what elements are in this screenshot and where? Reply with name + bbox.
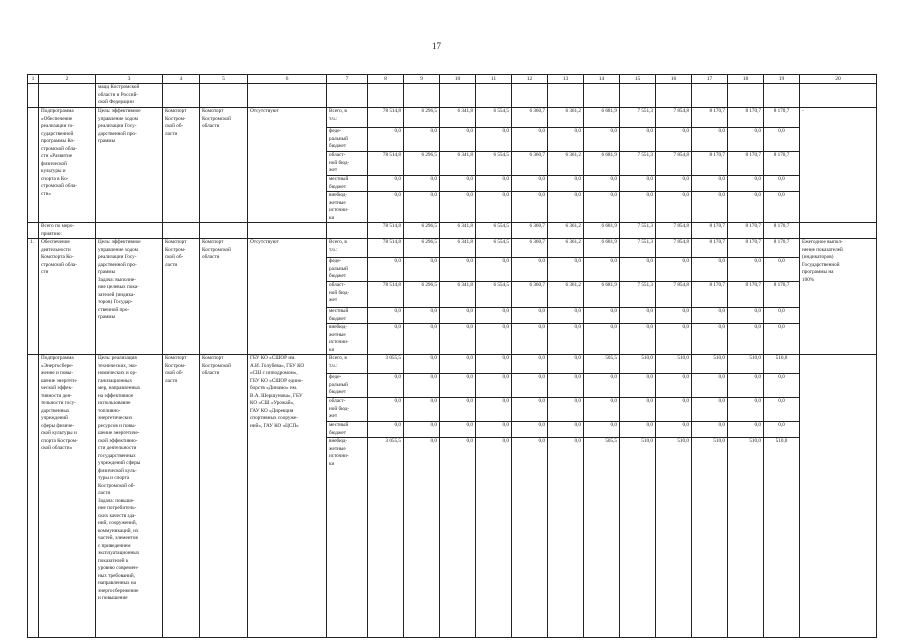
amount-cell: 505,5 (584, 355, 620, 374)
amount-cell: 6 361,2 (548, 152, 584, 176)
amount-cell: 0,0 (368, 308, 404, 324)
amount-cell: 6 554,5 (476, 223, 512, 239)
amount-cell: 6 361,2 (548, 239, 584, 258)
row-index: 1. (28, 239, 39, 355)
amount-cell: 0,0 (404, 374, 440, 398)
empty-cell (404, 84, 440, 108)
amount-cell: 0,0 (512, 438, 548, 638)
empty-cell (96, 223, 163, 239)
funding-source: местный бюджет (327, 308, 368, 324)
amount-cell: 0,0 (728, 422, 764, 438)
amount-cell: 0,0 (476, 128, 512, 152)
amount-cell: 6 296,5 (404, 223, 440, 239)
amount-cell: 0,0 (764, 308, 800, 324)
amount-cell: 78 514,8 (368, 152, 404, 176)
empty-cell (248, 223, 327, 239)
amount-cell: 8 170,7 (692, 282, 728, 308)
amount-cell: 0,0 (548, 128, 584, 152)
amount-cell: 0,0 (368, 324, 404, 355)
amount-cell: 0,0 (512, 192, 548, 223)
amount-cell: 0,0 (764, 374, 800, 398)
expected-result: - (800, 108, 877, 223)
empty-cell (163, 223, 200, 239)
amount-cell: 0,0 (476, 258, 512, 282)
amount-cell: 0,0 (548, 176, 584, 192)
amount-cell: 0,0 (764, 176, 800, 192)
amount-cell: 6 360,7 (512, 108, 548, 128)
amount-cell: 0,0 (548, 308, 584, 324)
amount-cell: 510,0 (620, 438, 656, 638)
amount-cell: 510,0 (692, 438, 728, 638)
amount-cell: 6 361,2 (548, 223, 584, 239)
amount-cell: 7 854,8 (656, 239, 692, 258)
amount-cell: 0,0 (584, 308, 620, 324)
funding-source: местный бюджет (327, 422, 368, 438)
column-number: 12 (512, 75, 548, 84)
amount-cell: 8 170,7 (728, 223, 764, 239)
column-number: 5 (200, 75, 248, 84)
amount-cell: 7 854,8 (656, 282, 692, 308)
amount-cell: 6 554,5 (476, 152, 512, 176)
amount-cell: 0,0 (512, 398, 548, 422)
amount-cell: 0,0 (692, 128, 728, 152)
amount-cell: 8 170,7 (764, 282, 800, 308)
amount-cell: 0,0 (692, 308, 728, 324)
funding-source: феде- ральный бюджет (327, 128, 368, 152)
amount-cell: 0,0 (368, 192, 404, 223)
amount-cell: 7 551,3 (620, 152, 656, 176)
header-row (28, 75, 877, 84)
amount-cell: 0,0 (512, 324, 548, 355)
goal-task: Цель: реализация технических, эко- номических и ор- ганизационных мер, направленных на эффективное использование топливно- энергетических ресурсов и повы- шение энергетиче- ской эффективно- сти деятельности государственных учреждений сферы физической куль- туры и спорта Костромской об- ласти Задача: повыше- ние потребитель- ских качеств зда- ний, сооружений, коммуникаций, их частей, элементов с приведением эксплуатационных показателей к уровню современ- ных требований, направленных на энергосбережение и повышение (96, 355, 163, 638)
amount-cell: 0,0 (728, 324, 764, 355)
amount-cell: 0,0 (404, 192, 440, 223)
amount-cell: 6 296,5 (404, 152, 440, 176)
amount-cell: 0,0 (728, 192, 764, 223)
amount-cell: 8 170,7 (728, 239, 764, 258)
empty-cell (476, 84, 512, 108)
funding-source: феде- ральный бюджет (327, 258, 368, 282)
amount-cell: 0,0 (620, 128, 656, 152)
amount-cell: 0,0 (764, 258, 800, 282)
amount-cell: 0,0 (476, 422, 512, 438)
amount-cell: 510,0 (764, 438, 800, 638)
amount-cell: 0,0 (584, 374, 620, 398)
amount-cell: 0,0 (548, 324, 584, 355)
amount-cell: 0,0 (620, 374, 656, 398)
amount-cell: 0,0 (440, 422, 476, 438)
amount-cell: 0,0 (692, 192, 728, 223)
empty-cell (39, 84, 96, 108)
amount-cell: 510,0 (656, 438, 692, 638)
funding-source: Всего, в т.ч.: (327, 239, 368, 258)
amount-cell: 78 514,8 (368, 223, 404, 239)
amount-cell: 8 170,7 (692, 108, 728, 128)
amount-cell: 0,0 (584, 422, 620, 438)
amount-cell: 6 681,9 (584, 223, 620, 239)
amount-cell: 78 514,8 (368, 282, 404, 308)
amount-cell: 0,0 (728, 176, 764, 192)
amount-cell: 0,0 (728, 374, 764, 398)
amount-cell: 6 341,8 (440, 282, 476, 308)
amount-cell: 0,0 (620, 176, 656, 192)
executor: Комспорт Костром- ской об- ласти (163, 108, 200, 223)
amount-cell: 0,0 (404, 398, 440, 422)
amount-cell: 0,0 (440, 176, 476, 192)
column-number: 17 (692, 75, 728, 84)
amount-cell: 0,0 (368, 398, 404, 422)
amount-cell: 0,0 (548, 355, 584, 374)
column-number: 15 (620, 75, 656, 84)
funding-source: област- ной бюд- жет (327, 282, 368, 308)
funding-source: област- ной бюд- жет (327, 152, 368, 176)
amount-cell: 0,0 (656, 258, 692, 282)
coexecutor: Комспорт Костромской области (200, 355, 248, 638)
amount-cell: 0,0 (404, 422, 440, 438)
funding-source: внебюд- жетные источни- ки (327, 324, 368, 355)
column-number: 19 (764, 75, 800, 84)
amount-cell: 0,0 (368, 258, 404, 282)
amount-cell: 0,0 (440, 355, 476, 374)
carryover-row (28, 84, 877, 108)
amount-cell: 0,0 (368, 176, 404, 192)
empty-cell (200, 84, 248, 108)
amount-cell: 0,0 (368, 422, 404, 438)
amount-cell: 0,0 (368, 128, 404, 152)
amount-cell: 0,0 (584, 324, 620, 355)
amount-cell: 0,0 (548, 258, 584, 282)
column-number: 8 (368, 75, 404, 84)
funding-row (28, 355, 877, 374)
funding-source: феде- ральный бюджет (327, 374, 368, 398)
column-number: 18 (728, 75, 764, 84)
amount-cell: 3 055,5 (368, 355, 404, 374)
empty-cell (764, 84, 800, 108)
empty-cell (584, 84, 620, 108)
column-number: 9 (404, 75, 440, 84)
empty-cell (512, 84, 548, 108)
amount-cell: 0,0 (512, 374, 548, 398)
amount-cell: 0,0 (656, 176, 692, 192)
amount-cell: 0,0 (584, 398, 620, 422)
amount-cell: 0,0 (404, 355, 440, 374)
amount-cell: 0,0 (584, 128, 620, 152)
measure-name: Подпрограмма «Энергосбере- жение и повы- шение энергети- ческой эффек- тивности дея- тельности госу- дарственных учреждений сферы физиче- ской культуры и спорта Костром- ской области» (39, 355, 96, 638)
amount-cell: 0,0 (764, 128, 800, 152)
amount-cell: 0,0 (440, 438, 476, 638)
funding-row (28, 239, 877, 258)
amount-cell: 510,0 (728, 438, 764, 638)
empty-cell (440, 84, 476, 108)
amount-cell: 8 170,7 (764, 108, 800, 128)
measure-name: Обеспечение деятельности Комспорта Ко- стромской обла- сти (39, 239, 96, 355)
column-number: 3 (96, 75, 163, 84)
amount-cell: 0,0 (404, 438, 440, 638)
executor: Комспорт Костром- ской об- ласти (163, 355, 200, 638)
empty-cell (800, 84, 877, 108)
amount-cell: 0,0 (656, 128, 692, 152)
amount-cell: 0,0 (692, 398, 728, 422)
amount-cell: 0,0 (440, 374, 476, 398)
empty-cell (656, 84, 692, 108)
amount-cell: 7 551,3 (620, 108, 656, 128)
amount-cell: 0,0 (476, 398, 512, 422)
amount-cell: 0,0 (368, 374, 404, 398)
amount-cell: 6 554,5 (476, 239, 512, 258)
empty-cell (800, 223, 877, 239)
amount-cell: 0,0 (512, 258, 548, 282)
amount-cell: 0,0 (404, 176, 440, 192)
amount-cell: 0,0 (584, 192, 620, 223)
amount-cell: 6 554,5 (476, 108, 512, 128)
amount-cell: 0,0 (548, 374, 584, 398)
amount-cell: 0,0 (656, 308, 692, 324)
carryover-text: мацц Костромской области и Россий- ской Федерации (96, 84, 163, 108)
amount-cell: 0,0 (764, 422, 800, 438)
amount-cell: 6 360,7 (512, 239, 548, 258)
amount-cell: 0,0 (548, 422, 584, 438)
amount-cell: 510,0 (692, 355, 728, 374)
column-number: 11 (476, 75, 512, 84)
program-table (27, 74, 877, 638)
expected-result: Ежегодное выпол- нение показателей (индикаторов) Государственной программы на 100% (800, 239, 877, 355)
column-number: 14 (584, 75, 620, 84)
funding-source: внебюд- жетные источни- ки (327, 438, 368, 638)
amount-cell: 8 170,7 (764, 239, 800, 258)
amount-cell: 7 551,3 (620, 282, 656, 308)
row-index (28, 108, 39, 223)
amount-cell: 0,0 (656, 192, 692, 223)
amount-cell: 6 681,9 (584, 152, 620, 176)
amount-cell: 6 341,8 (440, 108, 476, 128)
amount-cell: 0,0 (404, 324, 440, 355)
amount-cell: 0,0 (764, 324, 800, 355)
amount-cell: 78 514,8 (368, 239, 404, 258)
empty-cell (327, 223, 368, 239)
column-number: 20 (800, 75, 877, 84)
amount-cell: 6 360,7 (512, 223, 548, 239)
measure-name: Подпрограмма «Обеспечение реализации го- сударственной программы Ко- стромской обла- сти «Развитие физической культуры и спорта в Ко- стромской обла- сти» (39, 108, 96, 223)
amount-cell: 6 681,9 (584, 239, 620, 258)
amount-cell: 7 551,3 (620, 239, 656, 258)
amount-cell: 0,0 (512, 128, 548, 152)
amount-cell: 6 361,2 (548, 282, 584, 308)
coexecutor: Комспорт Костромской области (200, 239, 248, 355)
amount-cell: 0,0 (476, 192, 512, 223)
amount-cell: 8 170,7 (764, 223, 800, 239)
empty-cell (620, 84, 656, 108)
empty-cell (28, 84, 39, 108)
amount-cell: 0,0 (764, 192, 800, 223)
amount-cell: 0,0 (476, 355, 512, 374)
amount-cell: 0,0 (656, 398, 692, 422)
amount-cell: 505,5 (584, 438, 620, 638)
amount-cell: 8 170,7 (692, 223, 728, 239)
amount-cell: 6 360,7 (512, 282, 548, 308)
amount-cell: 0,0 (656, 422, 692, 438)
expected-result (800, 355, 877, 638)
goal-task: Цель: эффективное управление ходом реализации Госу- дарственной про- граммы Задача: выполне- ние целевых пока- зателей (индика- торов) Государ- ственной про- граммы (96, 239, 163, 355)
funding-source: Всего, в т.ч.: (327, 108, 368, 128)
amount-cell: 0,0 (620, 258, 656, 282)
amount-cell: 6 554,5 (476, 282, 512, 308)
amount-cell: 0,0 (548, 438, 584, 638)
participants: ГБУ КО «СШОР им. А.И. Голубева», ГБУ КО «СШ с ипподромом», ГБУ КО «СШОР едино- борств «Динамо» им. В.А. Шершунова», ГБУ КО «СШ «Урожай», ГАУ КО «Дирекция спортивных сооруже- ний», ГАУ КО «ЦСП» (248, 355, 327, 638)
amount-cell: 0,0 (692, 258, 728, 282)
empty-cell (728, 84, 764, 108)
column-number: 4 (163, 75, 200, 84)
amount-cell: 0,0 (440, 324, 476, 355)
amount-cell: 6 360,7 (512, 152, 548, 176)
column-number: 13 (548, 75, 584, 84)
amount-cell: 6 341,8 (440, 152, 476, 176)
amount-cell: 510,0 (656, 355, 692, 374)
page-number: 17 (432, 41, 441, 51)
amount-cell: 0,0 (476, 176, 512, 192)
amount-cell: 0,0 (404, 308, 440, 324)
funding-source: област- ной бюд- жет (327, 398, 368, 422)
column-number: 16 (656, 75, 692, 84)
amount-cell: 0,0 (404, 128, 440, 152)
amount-cell: 0,0 (440, 258, 476, 282)
empty-cell (200, 223, 248, 239)
amount-cell: 0,0 (476, 374, 512, 398)
amount-cell: 0,0 (620, 308, 656, 324)
amount-cell: 7 854,8 (656, 152, 692, 176)
amount-cell: 0,0 (404, 258, 440, 282)
column-number: 1 (28, 75, 39, 84)
amount-cell: 0,0 (764, 398, 800, 422)
amount-cell: 0,0 (440, 308, 476, 324)
amount-cell: 7 854,8 (656, 223, 692, 239)
amount-cell: 0,0 (728, 128, 764, 152)
amount-cell: 0,0 (620, 398, 656, 422)
amount-cell: 0,0 (692, 422, 728, 438)
empty-cell (327, 84, 368, 108)
column-number: 6 (248, 75, 327, 84)
amount-cell: 7 551,3 (620, 223, 656, 239)
amount-cell: 0,0 (584, 258, 620, 282)
amount-cell: 0,0 (656, 324, 692, 355)
amount-cell: 0,0 (620, 192, 656, 223)
coexecutor: Комспорт Костромской области (200, 108, 248, 223)
amount-cell: 8 170,7 (692, 152, 728, 176)
empty-cell (248, 84, 327, 108)
amount-cell: 8 170,7 (764, 152, 800, 176)
funding-row (28, 108, 877, 128)
amount-cell: 6 296,5 (404, 239, 440, 258)
funding-source: местный бюджет (327, 176, 368, 192)
amount-cell: 510,0 (620, 355, 656, 374)
amount-cell: 0,0 (692, 324, 728, 355)
amount-cell: 0,0 (656, 374, 692, 398)
amount-cell: 0,0 (512, 355, 548, 374)
executor: Комспорт Костром- ской об- ласти (163, 239, 200, 355)
amount-cell: 6 341,8 (440, 239, 476, 258)
amount-cell: 0,0 (476, 324, 512, 355)
amount-cell: 0,0 (728, 258, 764, 282)
amount-cell: 0,0 (692, 176, 728, 192)
amount-cell: 0,0 (440, 192, 476, 223)
participants: Отсутствуют (248, 108, 327, 223)
amount-cell: 6 681,9 (584, 282, 620, 308)
amount-cell: 7 854,8 (656, 108, 692, 128)
total-row (28, 223, 877, 239)
amount-cell: 0,0 (728, 308, 764, 324)
amount-cell: 6 361,2 (548, 108, 584, 128)
amount-cell: 0,0 (620, 422, 656, 438)
funding-source: внебюд- жетные источни- ки (327, 192, 368, 223)
amount-cell: 0,0 (620, 324, 656, 355)
amount-cell: 510,0 (728, 355, 764, 374)
amount-cell: 0,0 (476, 308, 512, 324)
amount-cell: 0,0 (440, 128, 476, 152)
amount-cell: 0,0 (512, 308, 548, 324)
amount-cell: 6 296,5 (404, 108, 440, 128)
amount-cell: 0,0 (728, 398, 764, 422)
amount-cell: 78 514,8 (368, 108, 404, 128)
column-number: 2 (39, 75, 96, 84)
total-label: Всего по меро- приятию: (39, 223, 96, 239)
amount-cell: 0,0 (512, 176, 548, 192)
amount-cell: 8 170,7 (728, 152, 764, 176)
funding-source: Всего, в т.ч.: (327, 355, 368, 374)
amount-cell: 0,0 (692, 374, 728, 398)
amount-cell: 0,0 (548, 398, 584, 422)
amount-cell: 0,0 (476, 438, 512, 638)
amount-cell: 6 296,5 (404, 282, 440, 308)
empty-cell (692, 84, 728, 108)
amount-cell: 6 681,9 (584, 108, 620, 128)
column-number: 10 (440, 75, 476, 84)
amount-cell: 0,0 (548, 192, 584, 223)
empty-cell (548, 84, 584, 108)
empty-cell (28, 223, 39, 239)
amount-cell: 8 170,7 (728, 282, 764, 308)
amount-cell: 0,0 (512, 422, 548, 438)
goal-task: Цель: эффективное управление ходом реализации Госу- дарственной про- граммы (96, 108, 163, 223)
participants: Отсутствуют (248, 239, 327, 355)
column-number: 7 (327, 75, 368, 84)
amount-cell: 0,0 (440, 398, 476, 422)
amount-cell: 3 055,5 (368, 438, 404, 638)
row-index (28, 355, 39, 638)
amount-cell: 8 170,7 (692, 239, 728, 258)
amount-cell: 510,0 (764, 355, 800, 374)
empty-cell (163, 84, 200, 108)
amount-cell: 8 170,7 (728, 108, 764, 128)
empty-cell (368, 84, 404, 108)
amount-cell: 6 341,8 (440, 223, 476, 239)
amount-cell: 0,0 (584, 176, 620, 192)
